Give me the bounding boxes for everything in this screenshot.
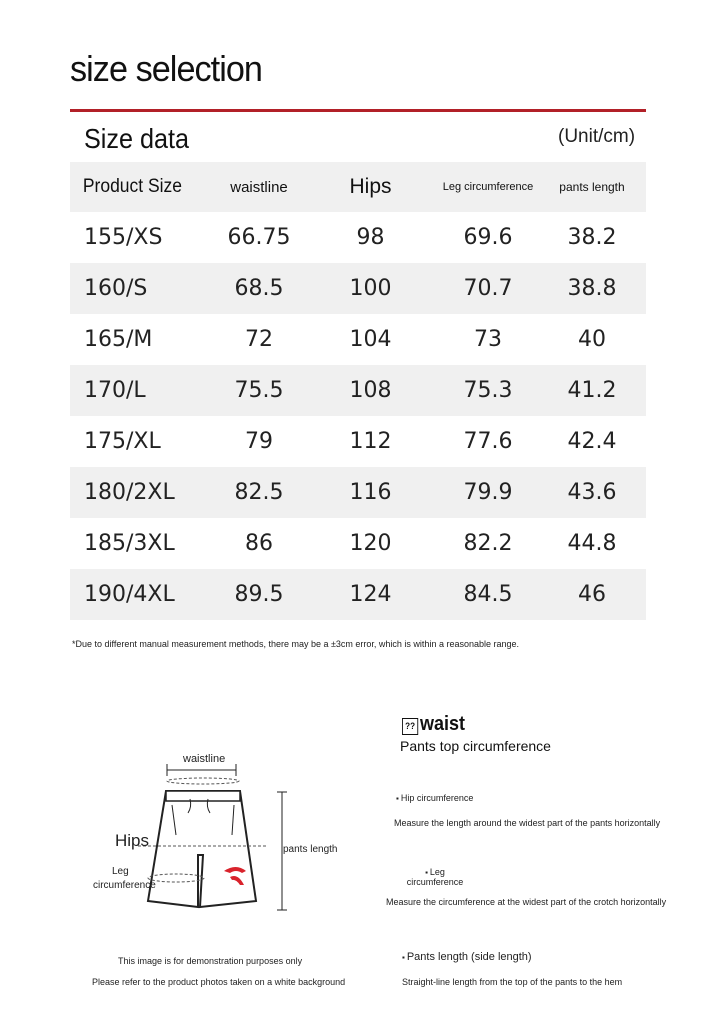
cell-size: 175/XL — [84, 429, 161, 454]
cell-waistline: 72 — [245, 327, 273, 352]
cell-pants-length: 43.6 — [567, 480, 617, 505]
section-title: Size data — [84, 123, 190, 154]
cell-leg-circumference: 69.6 — [463, 225, 513, 250]
legend-length-title: ▪ Pants length (side length) — [402, 951, 532, 963]
cell-size: 160/S — [84, 276, 148, 301]
cell-pants-length: 41.2 — [567, 378, 617, 403]
cell-pants-length: 42.4 — [567, 429, 617, 454]
cell-hips: 120 — [349, 531, 392, 556]
cell-pants-length: 46 — [578, 582, 606, 607]
legend-leg-desc: Measure the circumference at the widest part of the crotch horizontally — [386, 897, 667, 907]
cell-leg-circumference: 70.7 — [463, 276, 513, 301]
unit-label: (Unit/cm) — [558, 126, 636, 147]
header-waistline: waistline — [230, 178, 288, 196]
cell-leg-circumference: 84.5 — [463, 582, 513, 607]
legend-waist-desc: Pants top circumference — [400, 738, 551, 754]
diagram-disclaimer-1: This image is for demonstration purposes only — [118, 956, 303, 966]
cell-pants-length: 38.8 — [567, 276, 617, 301]
page-title: size selection — [70, 48, 263, 89]
table-body — [70, 212, 646, 620]
diagram-waistline-label: waistline — [183, 753, 226, 765]
cell-size: 155/XS — [84, 225, 163, 250]
size-table — [70, 162, 646, 620]
diagram-hips-label: Hips — [115, 831, 150, 850]
hip-bullet-icon: ▪ — [396, 794, 399, 803]
cell-waistline: 75.5 — [234, 378, 284, 403]
diagram-pants-length-label: pants length — [283, 844, 338, 855]
diagram-leg-label-1: Leg — [112, 866, 129, 877]
cell-hips: 112 — [349, 429, 392, 454]
cell-hips: 116 — [349, 480, 392, 505]
legend-hip-desc: Measure the length around the widest part of the pants horizontally — [394, 818, 661, 828]
cell-leg-circumference: 73 — [474, 327, 502, 352]
legend-length-desc: Straight-line length from the top of the pants to the hem — [402, 977, 623, 987]
table-row — [70, 212, 646, 263]
cell-leg-circumference: 79.9 — [463, 480, 513, 505]
cell-pants-length: 40 — [578, 327, 606, 352]
cell-waistline: 89.5 — [234, 582, 284, 607]
cell-leg-circumference: 75.3 — [463, 378, 513, 403]
table-row — [70, 263, 646, 314]
legend-waist-title: ?? waist — [402, 713, 465, 736]
table-row — [70, 416, 646, 467]
cell-pants-length: 44.8 — [567, 531, 617, 556]
cell-size: 185/3XL — [84, 531, 175, 556]
cell-pants-length: 38.2 — [567, 225, 617, 250]
title-divider — [70, 109, 646, 112]
shorts-outline — [148, 791, 256, 907]
cell-waistline: 79 — [245, 429, 273, 454]
cell-leg-circumference: 77.6 — [463, 429, 513, 454]
table-row — [70, 518, 646, 569]
cell-hips: 100 — [349, 276, 392, 301]
measurement-note: *Due to different manual measurement methods, there may be a ±3cm error, which is within a reasonable range. — [72, 639, 520, 649]
cell-waistline: 82.5 — [234, 480, 284, 505]
cell-leg-circumference: 82.2 — [463, 531, 513, 556]
legend-hip-title: ▪ Hip circumference — [396, 793, 474, 803]
cell-size: 180/2XL — [84, 480, 175, 505]
diagram-leg-label-2: circumference — [93, 880, 156, 891]
cell-hips: 124 — [349, 582, 392, 607]
length-bullet-icon: ▪ — [402, 953, 405, 962]
table-header-row — [70, 162, 646, 212]
cell-waistline: 86 — [245, 531, 273, 556]
waist-number-icon: ?? — [402, 718, 418, 735]
cell-size: 190/4XL — [84, 582, 175, 607]
cell-hips: 108 — [349, 378, 392, 403]
header-pants-length: pants length — [559, 180, 625, 194]
cell-size: 165/M — [84, 327, 153, 352]
header-leg-circumference: Leg circumference — [442, 180, 534, 193]
header-hips: Hips — [349, 175, 392, 198]
table-row — [70, 365, 646, 416]
leg-bullet-icon: ▪ — [425, 868, 428, 877]
cell-hips: 104 — [349, 327, 392, 352]
table-row — [70, 314, 646, 365]
header-product-size: Product Size — [82, 176, 182, 197]
legend-leg-title: ▪ Leg circumference — [406, 867, 464, 887]
cell-waistline: 68.5 — [234, 276, 284, 301]
cell-size: 170/L — [84, 378, 146, 403]
cell-waistline: 66.75 — [227, 225, 291, 250]
table-row — [70, 569, 646, 620]
diagram-disclaimer-2: Please refer to the product photos taken on a white background — [92, 977, 346, 987]
table-row — [70, 467, 646, 518]
cell-hips: 98 — [356, 225, 385, 250]
